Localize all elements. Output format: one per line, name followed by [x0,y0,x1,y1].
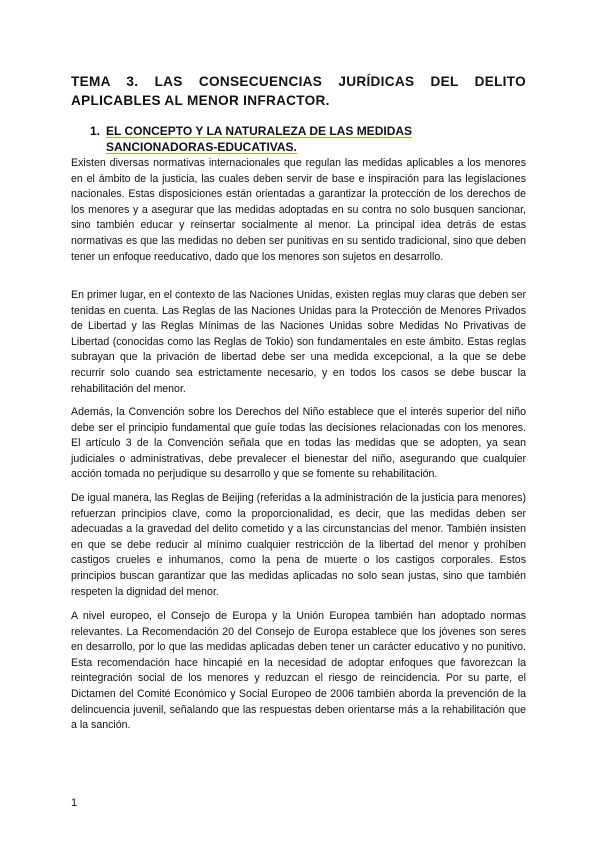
document-title: TEMA 3. LAS CONSECUENCIAS JURÍDICAS DEL DELITO APLICABLES AL MENOR INFRACTOR. [71,74,526,108]
page-number: 1 [71,797,78,809]
paragraph-2: En primer lugar, en el contexto de las Naciones Unidas, existen reglas muy claras que deben ser tenidas en cuenta. Las Reglas de las Naciones Unidas para la Protección de Menores Privados de Libertad y las Reglas Mínimas de las Naciones Unidas sobre Medidas No Privativas de Libertad (conocidas como las Reglas de Tokio) son fundamentales en este ámbito. Estas reglas subrayan que la privación de libertad debe ser una medida excepcional, a la que se debe recurrir solo cuando sea estrictamente necesario, y en todos los casos se debe buscar la rehabilitación del menor. [71,289,526,395]
paragraph-3: Además, la Convención sobre los Derechos del Niño establece que el interés superior del niño debe ser el principio fundamental que guíe todas las decisiones relacionadas con los menores. El artículo 3 de la Convención señala que en todas las medidas que se adopten, ya sean judiciales o administrativas, debe prevalecer el bienestar del niño, asegurando que cualquier acción tomada no perjudique su desarrollo y que se fomente su rehabilitación. [71,406,526,481]
section-number: 1. [90,124,101,138]
section-title-line-1: EL CONCEPTO Y LA NATURALEZA DE LAS MEDIDAS [106,124,413,138]
paragraph-1: Existen diversas normativas internacionales que regulan las medidas aplicables a los menores en el ámbito de la justicia, las cuales deben servir de base e inspiración para las legislaciones nacionales. Estas disposiciones están orientadas a garantizar la protección de los derechos de los menores y a asegurar que las medidas adoptadas en su contra no solo busquen sancionar, sino también educar y reinsertar socialmente al menor. La principal idea detrás de estas normativas es que las medidas no deben ser punitivas en su sentido tradicional, sino que deben tener un enfoque reeducativo, dado que los menores son sujetos en desarrollo. [71,157,526,263]
section-heading [90,123,490,155]
paragraph-4: De igual manera, las Reglas de Beijing (referidas a la administración de la justicia para menores) refuerzan principios clave, como la proporcionalidad, es decir, que las medidas deben ser adecuadas a la gravedad del delito cometido y a las circunstancias del menor. También insisten en que se debe reducir al mínimo cualquier restricción de la libertad del menor y prohíben castigos crueles e inhumanos, como la pena de muerte o los castigos corporales. Estos principios buscan garantizar que las medidas aplicadas no solo sean justas, sino que también respeten la dignidad del menor. [71,492,526,598]
paragraph-5: A nivel europeo, el Consejo de Europa y la Unión Europea también han adoptado normas relevantes. La Recomendación 20 del Consejo de Europa establece que los jóvenes son seres en desarrollo, por lo que las medidas aplicadas deben tener un carácter educativo y no punitivo. Esta recomendación hace hincapié en la necesidad de adoptar enfoques que favorezcan la reintegración social de los menores y reduzcan el riesgo de reincidencia. Por su parte, el Dictamen del Comité Económico y Social Europeo de 2006 también aborda la prevención de la delincuencia juvenil, señalando que las respuestas deben orientarse más a la rehabilitación que a la sanción. [71,610,526,732]
section-title-line-2: SANCIONADORAS-EDUCATIVAS. [106,140,297,154]
